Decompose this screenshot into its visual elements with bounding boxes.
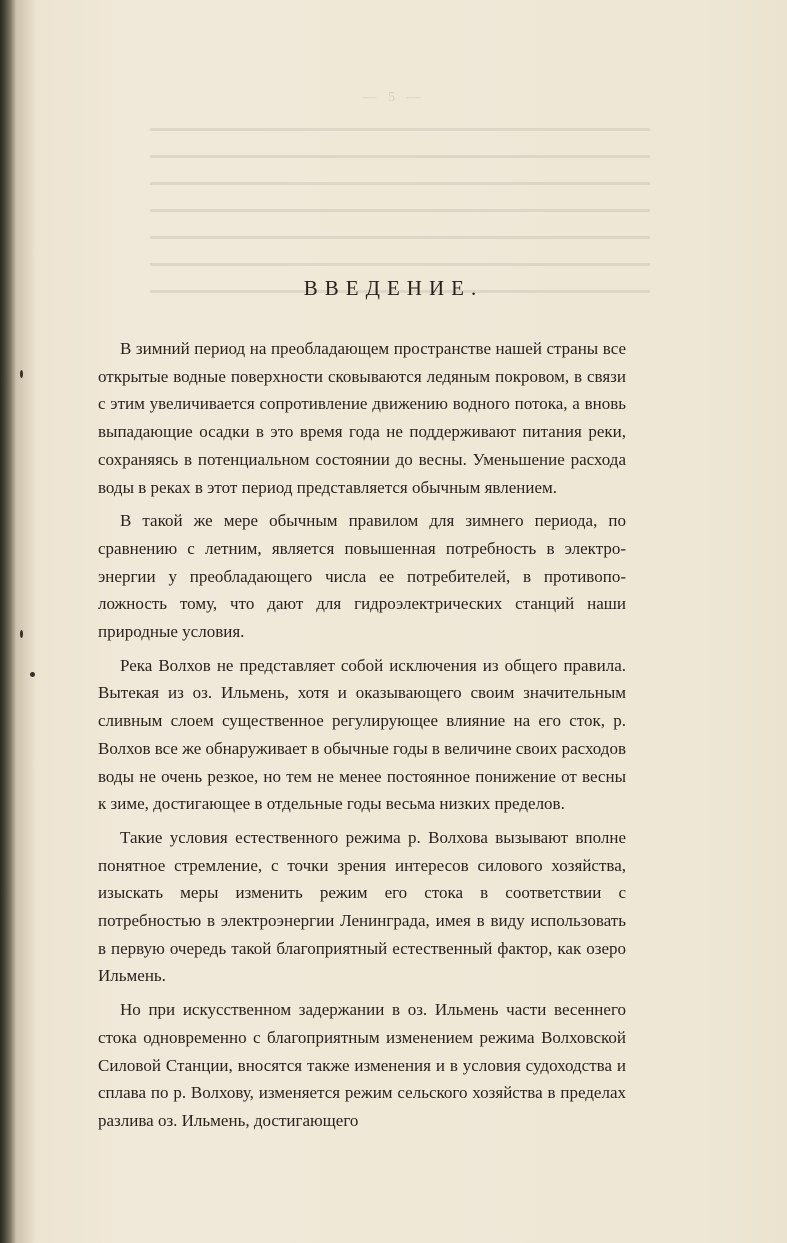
paragraph-1: В зимний период на преобладающем пространстве нашей страны все открытые водные поверхности сковываются ледяным покровом, в связи с этим увеличивается сопротивление движению водного потока, а вновь выпадающие осадки в это время года не поддерживают питания реки, сохраняясь в потенциальном состоянии до весны. Уменьшение расхода воды в реках в этот период представляется обычным явлением. (98, 339, 626, 497)
ink-speck (20, 370, 23, 378)
paragraph-2: В такой же мере обычным правилом для зимнего периода, по сравнению с летним, является повышенная потребность в электроэнергии у преобладающего числа ее потребителей, в противоположность тому, что дают для гидроэлектрических станций наши природные условия. (98, 511, 626, 642)
binding-shadow (16, 0, 36, 1243)
body-text (98, 335, 626, 1141)
ink-speck (30, 672, 35, 677)
page-number: — 5 — (362, 90, 425, 105)
bleed-through-text (150, 128, 650, 348)
paragraph-5: Но при искусственном задержании в оз. Ильмень части весеннего стока одновременно с благоприятным изменением режима Волховской Силовой Станции, вносятся также изменения и в условия судоходства и сплава по р. Волхову, изменяется режим сельского хозяйства в пределах разлива оз. Ильмень, достигающего (98, 1000, 626, 1130)
paragraph-3: Река Волхов не представляет собой исключения из общего правила. Вытекая из оз. Ильмень, хотя и оказывающего своим значительным сливным слоем существенное регулирующее влияние на его сток, р. Волхов все же обнаруживает в обычные годы в величине своих расходов воды не очень резкое, но тем не менее постоянное понижение от весны к зиме, достигающее в отдельные годы весьма низких пределов. (98, 655, 626, 814)
book-binding-edge (0, 0, 16, 1243)
ink-speck (20, 630, 23, 638)
chapter-heading: ВВЕДЕНИЕ. (303, 276, 484, 300)
paragraph-4: Такие условия естественного режима р. Волхова вызывают вполне понятное стремление, с точки зрения интересов силового хозяйства, изыскать меры изменить режим его стока в соответствии с потребностью в электроэнергии Ленинграда, имея в виду использовать в первую очередь такой благоприятный естественный фактор, как озеро Ильмень. (98, 827, 626, 986)
